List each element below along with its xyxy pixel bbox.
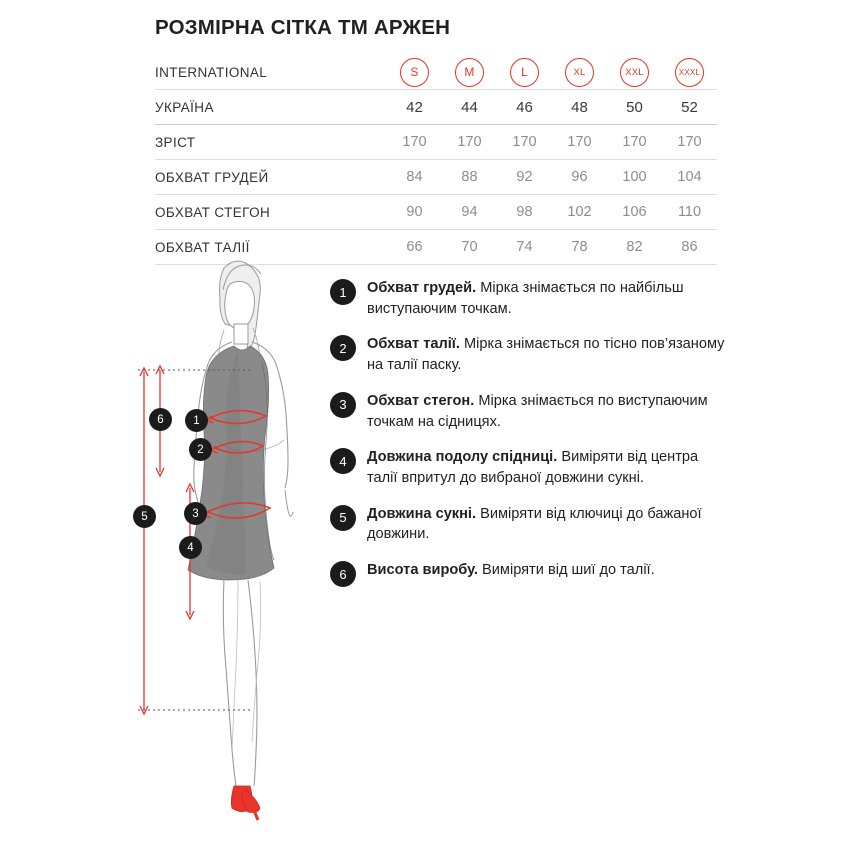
cell: 52 bbox=[681, 98, 698, 116]
cell: 102 bbox=[567, 204, 592, 220]
legend-title-1: Обхват грудей. bbox=[367, 280, 477, 296]
size-badge-cell bbox=[387, 58, 442, 87]
row-values bbox=[387, 134, 717, 150]
row-values bbox=[387, 204, 717, 220]
size-badge-cell bbox=[497, 58, 552, 87]
right-leg bbox=[248, 580, 257, 786]
figure-marker-6: 6 bbox=[149, 408, 172, 431]
cell: 46 bbox=[516, 98, 533, 116]
row-values bbox=[387, 169, 717, 185]
figure-marker-5: 5 bbox=[133, 505, 156, 528]
size-table bbox=[155, 55, 717, 265]
table-row bbox=[155, 195, 717, 230]
row-values bbox=[387, 58, 717, 87]
legend-body-1: Мірка знімається по найбільш виступаючим точкам. bbox=[367, 280, 684, 317]
cell: 88 bbox=[461, 169, 478, 185]
cell: 42 bbox=[406, 98, 423, 116]
cell: 170 bbox=[677, 134, 702, 150]
table-row bbox=[155, 125, 717, 160]
cell: 96 bbox=[571, 169, 588, 185]
legend-title-2: Обхват талії. bbox=[367, 336, 460, 353]
legend-text-5 bbox=[367, 504, 725, 545]
legend-number-6: 6 bbox=[330, 561, 356, 587]
legend-number-4: 4 bbox=[330, 448, 356, 474]
legend-text-3 bbox=[367, 391, 725, 432]
cell: 90 bbox=[406, 204, 423, 220]
list-item bbox=[330, 391, 725, 432]
table-row bbox=[155, 90, 717, 125]
legend-text-2 bbox=[367, 334, 725, 375]
size-badge-cell bbox=[662, 58, 717, 87]
row-label: ОБХВАТ ТАЛІЇ bbox=[155, 239, 250, 255]
size-badge-s: S bbox=[400, 58, 429, 87]
size-badge-cell bbox=[607, 58, 662, 87]
legend-body-2: Мірка знімається по тісно пов’язаному на талії паску. bbox=[367, 336, 725, 374]
row-label: INTERNATIONAL bbox=[155, 64, 268, 80]
leg-inner-line bbox=[252, 582, 261, 742]
figure-marker-1: 1 bbox=[185, 409, 208, 432]
cell: 66 bbox=[406, 239, 423, 255]
row-label: ЗРІСТ bbox=[155, 134, 196, 150]
list-item bbox=[330, 334, 725, 375]
size-badge-m: M bbox=[455, 58, 484, 87]
face-shape bbox=[225, 281, 255, 328]
row-values bbox=[387, 99, 717, 116]
cell: 170 bbox=[457, 134, 482, 150]
row-label: ОБХВАТ ГРУДЕЙ bbox=[155, 169, 269, 185]
cell: 44 bbox=[461, 98, 478, 116]
legend-text-1 bbox=[367, 278, 725, 319]
cell: 84 bbox=[406, 169, 423, 185]
table-row bbox=[155, 160, 717, 195]
size-badge-cell bbox=[552, 58, 607, 87]
size-badge-xxxl: XXXL bbox=[675, 58, 704, 87]
figure-marker-3: 3 bbox=[184, 502, 207, 525]
cell: 100 bbox=[622, 169, 647, 185]
cell: 94 bbox=[461, 204, 478, 220]
cell: 110 bbox=[677, 204, 702, 220]
legend-title-4: Довжина подолу спідниці. bbox=[367, 449, 558, 466]
legend-body-3: Мірка знімається по виступаючим точкам на сідницях. bbox=[367, 392, 708, 430]
figure-marker-4: 4 bbox=[179, 536, 202, 559]
cell: 86 bbox=[681, 239, 698, 255]
left-leg bbox=[223, 578, 236, 786]
legend-text-4 bbox=[367, 447, 725, 488]
legend-text-6 bbox=[367, 560, 655, 587]
legend-title-5: Довжина сукні. bbox=[367, 505, 477, 522]
cell: 92 bbox=[516, 169, 533, 185]
cell: 170 bbox=[622, 134, 647, 150]
cell: 50 bbox=[626, 98, 643, 116]
legend-title-6: Висота виробу. bbox=[367, 562, 478, 579]
size-badge-xxl: XXL bbox=[620, 58, 649, 87]
cell: 98 bbox=[516, 204, 533, 220]
right-hand bbox=[285, 490, 293, 516]
legend-number-5: 5 bbox=[330, 505, 356, 531]
cell: 170 bbox=[512, 134, 537, 150]
page-title: РОЗМІРНА СІТКА ТМ АРЖЕН bbox=[155, 16, 451, 39]
size-badge-l: L bbox=[510, 58, 539, 87]
measurement-figure bbox=[120, 250, 350, 850]
cell: 70 bbox=[461, 239, 478, 255]
table-row bbox=[155, 55, 717, 90]
figure-marker-2: 2 bbox=[189, 438, 212, 461]
legend-body-6: Виміряти від шиї до талії. bbox=[477, 562, 655, 579]
cell: 78 bbox=[571, 239, 588, 255]
legend-number-3: 3 bbox=[330, 392, 356, 418]
row-values bbox=[387, 239, 717, 255]
legend-list bbox=[330, 278, 725, 602]
figure-svg bbox=[120, 250, 350, 850]
row-label: УКРАЇНА bbox=[155, 99, 214, 115]
cell: 82 bbox=[626, 239, 643, 255]
leg-inner-line bbox=[232, 580, 238, 748]
legend-number-1: 1 bbox=[330, 279, 356, 305]
list-item bbox=[330, 504, 725, 545]
cell: 74 bbox=[516, 239, 533, 255]
legend-body-5: Виміряти від ключиці до бажаної довжини. bbox=[367, 505, 702, 543]
cell: 170 bbox=[567, 134, 592, 150]
size-badge-cell bbox=[442, 58, 497, 87]
size-badge-xl: XL bbox=[565, 58, 594, 87]
neck-shape bbox=[234, 324, 248, 344]
list-item bbox=[330, 560, 725, 587]
cell: 170 bbox=[402, 134, 427, 150]
cell: 106 bbox=[622, 204, 647, 220]
list-item bbox=[330, 278, 725, 319]
cell: 48 bbox=[571, 98, 588, 116]
legend-number-2: 2 bbox=[330, 335, 356, 361]
list-item bbox=[330, 447, 725, 488]
row-label: ОБХВАТ СТЕГОН bbox=[155, 204, 271, 220]
cell: 104 bbox=[677, 169, 702, 185]
legend-body-4: Виміряти від центра талії впритул до вибраної довжини сукні. bbox=[367, 449, 699, 487]
legend-title-3: Обхват стегон. bbox=[367, 392, 475, 409]
